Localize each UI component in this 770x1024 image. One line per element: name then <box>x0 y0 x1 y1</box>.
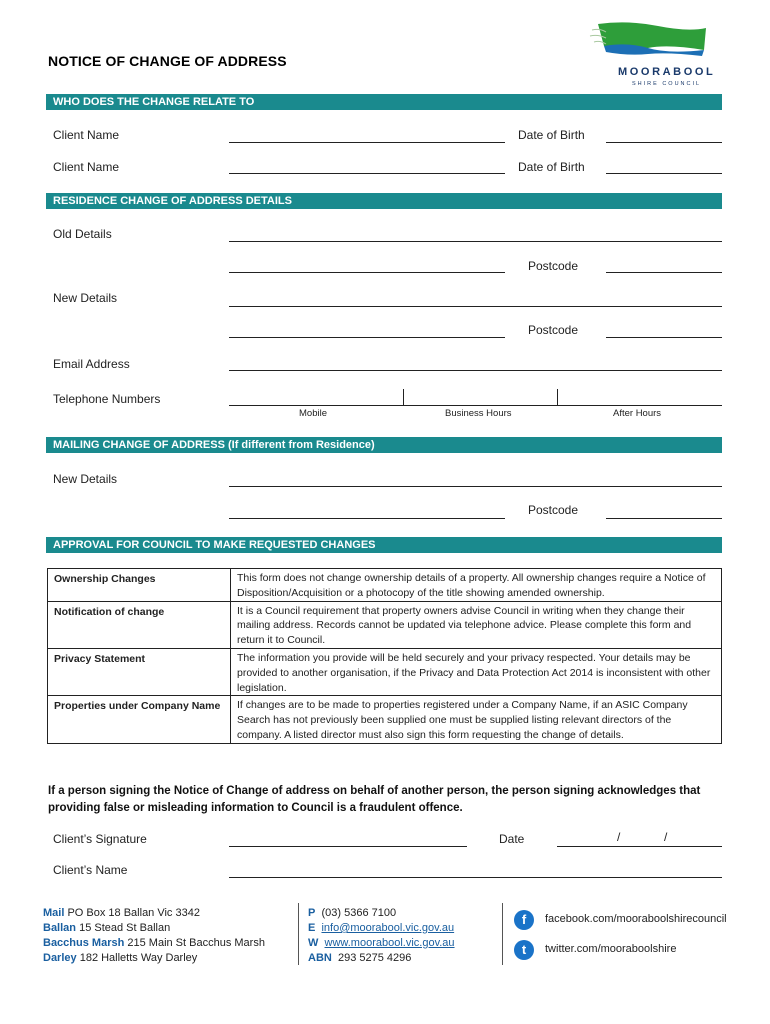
approval-value: If changes are to be made to properties registered under a Company Name, if an ASIC Company Search has not previously been supplied one must be supplied listing relevant directors of the company. A listed director must also sign this form requesting the change of details. <box>231 696 722 743</box>
footer-ballan: Ballan 15 Stead St Ballan <box>43 922 171 934</box>
dob-field-1[interactable] <box>606 142 722 143</box>
new-details-field-2[interactable] <box>229 337 505 338</box>
new-details-label: New Details <box>53 291 118 305</box>
date-label: Date <box>499 832 525 846</box>
approval-key: Notification of change <box>48 601 231 648</box>
telephone-label: Telephone Numbers <box>53 392 161 406</box>
logo-flag-icon <box>588 18 728 68</box>
footer-phone: P (03) 5366 7100 <box>308 907 397 919</box>
table-row <box>48 601 722 648</box>
date-slash-1: / <box>617 830 621 844</box>
new-details-field-1[interactable] <box>229 306 722 307</box>
old-details-field-2[interactable] <box>229 272 505 273</box>
client-name-label-1: Client Name <box>53 128 120 142</box>
email-field[interactable] <box>229 370 722 371</box>
twitter-link[interactable]: twitter.com/mooraboolshire <box>545 943 677 955</box>
clients-name-label: Client’s Name <box>53 863 128 877</box>
facebook-link[interactable]: facebook.com/mooraboolshirecouncil <box>545 913 727 925</box>
section-who-header: WHO DOES THE CHANGE RELATE TO <box>46 94 722 110</box>
table-row <box>48 696 722 743</box>
footer-addresses <box>43 906 265 966</box>
old-postcode-field[interactable] <box>606 272 722 273</box>
signature-label: Client’s Signature <box>53 832 147 846</box>
telephone-field[interactable] <box>229 405 722 406</box>
email-link[interactable]: info@moorabool.vic.gov.au <box>321 922 455 934</box>
web-link[interactable]: www.moorabool.vic.gov.au <box>324 937 455 949</box>
footer-abn: ABN 293 5275 4296 <box>308 952 412 964</box>
after-hours-label: After Hours <box>613 408 662 419</box>
client-name-label-2: Client Name <box>53 160 120 174</box>
approval-value: The information you provide will be held securely and your privacy respected. Your details may be provided to another organisation, if the Privacy and Data Protection Act 2014 is inconsistent with other legislation. <box>231 648 722 695</box>
footer-divider-2 <box>502 903 503 965</box>
table-row <box>48 648 722 695</box>
footer-web: W www.moorabool.vic.gov.au <box>308 937 455 949</box>
dob-label-2: Date of Birth <box>518 160 585 174</box>
logo-name: MOORABOOL <box>618 66 716 78</box>
footer-contacts <box>308 906 455 966</box>
section-approval-header: APPROVAL FOR COUNCIL TO MAKE REQUESTED CHANGES <box>46 537 722 553</box>
table-row <box>48 569 722 602</box>
date-field[interactable] <box>557 846 722 847</box>
approval-table <box>47 568 722 744</box>
page-title: NOTICE OF CHANGE OF ADDRESS <box>48 53 287 69</box>
dob-label-1: Date of Birth <box>518 128 585 142</box>
twitter-icon[interactable]: t <box>514 940 534 960</box>
client-name-field-1[interactable] <box>229 142 505 143</box>
section-residence-header: RESIDENCE CHANGE OF ADDRESS DETAILS <box>46 193 722 209</box>
phone-divider-2 <box>557 389 558 405</box>
footer-bacchus: Bacchus Marsh 215 Main St Bacchus Marsh <box>43 937 265 949</box>
new-postcode-field[interactable] <box>606 337 722 338</box>
approval-key: Properties under Company Name <box>48 696 231 743</box>
mailing-details-field-2[interactable] <box>229 518 505 519</box>
mailing-new-details-label: New Details <box>53 472 118 486</box>
mailing-postcode-field[interactable] <box>606 518 722 519</box>
phone-divider-1 <box>403 389 404 405</box>
date-slash-2: / <box>664 830 668 844</box>
signature-field[interactable] <box>229 846 467 847</box>
approval-value: This form does not change ownership details of a property. All ownership changes require a Notice of Disposition/Acquisition or a photocopy of the title showing amended ownership. <box>231 569 722 602</box>
section-mailing-header: MAILING CHANGE OF ADDRESS (If different from Residence) <box>46 437 722 453</box>
logo-sub: SHIRE COUNCIL <box>632 81 702 87</box>
old-postcode-label: Postcode <box>528 259 579 273</box>
business-hours-label: Business Hours <box>445 408 512 419</box>
clients-name-field[interactable] <box>229 877 722 878</box>
new-postcode-label: Postcode <box>528 323 579 337</box>
mobile-label: Mobile <box>299 408 327 419</box>
client-name-field-2[interactable] <box>229 173 505 174</box>
footer-mail: Mail PO Box 18 Ballan Vic 3342 <box>43 907 200 919</box>
old-details-label: Old Details <box>53 227 112 241</box>
moorabool-logo <box>588 18 728 94</box>
approval-key: Ownership Changes <box>48 569 231 602</box>
approval-value: It is a Council requirement that property owners advise Council in writing when they change their mailing address. Records cannot be updated via telephone advice. Please complete this form and return it to Council. <box>231 601 722 648</box>
dob-field-2[interactable] <box>606 173 722 174</box>
footer-darley: Darley 182 Halletts Way Darley <box>43 952 198 964</box>
fraud-notice: If a person signing the Notice of Change of address on behalf of another person, the person signing acknowledges that providing false or misleading information to Council is a fraudulent offence. <box>48 785 701 814</box>
approval-key: Privacy Statement <box>48 648 231 695</box>
footer-email: E info@moorabool.vic.gov.au <box>308 922 455 934</box>
facebook-icon[interactable]: f <box>514 910 534 930</box>
footer-divider-1 <box>298 903 299 965</box>
old-details-field-1[interactable] <box>229 241 722 242</box>
mailing-postcode-label: Postcode <box>528 503 579 517</box>
email-label: Email Address <box>53 357 130 371</box>
mailing-details-field-1[interactable] <box>229 486 722 487</box>
